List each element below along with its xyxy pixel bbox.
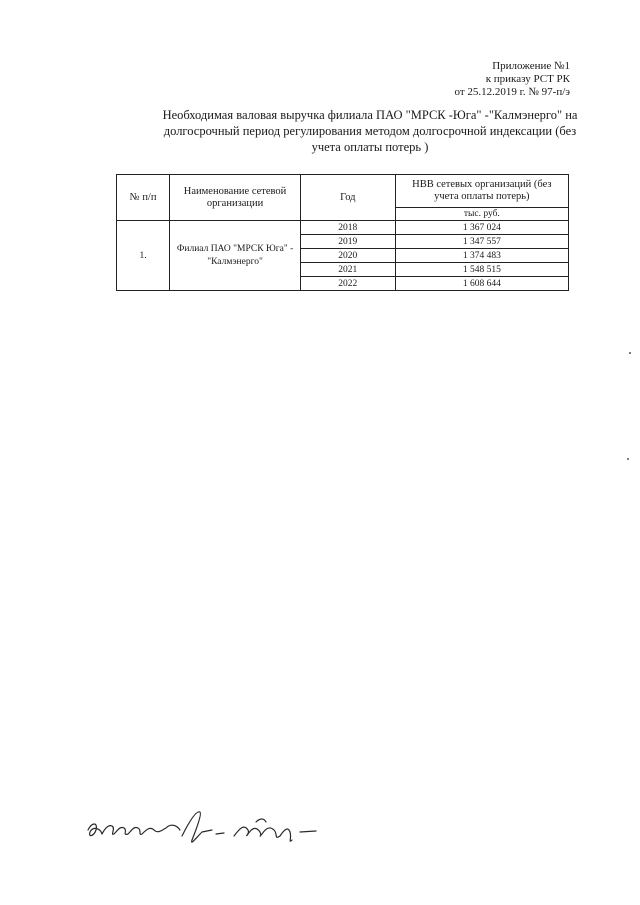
- handwritten-signatures: [84, 800, 344, 860]
- signature-dash-2: [300, 831, 316, 832]
- title-line-1: Необходимая валовая выручка филиала ПАО "МРСК -Юга" -"Калмэнерго" на: [162, 108, 578, 122]
- value-cell: 1 374 483: [395, 249, 568, 263]
- appendix-reference: [454, 60, 570, 99]
- appendix-line-3: от 25.12.2019 г. № 97-п/э: [454, 86, 570, 98]
- signature-stroke-2: [182, 812, 212, 842]
- year-cell: 2019: [300, 235, 395, 249]
- value-cell: 1 548 515: [395, 263, 568, 277]
- value-cell: 1 367 024: [395, 221, 568, 235]
- header-nvv: НВВ сетевых организаций (без учета оплаты потерь): [395, 175, 568, 208]
- signature-dash-1: [216, 833, 224, 834]
- signature-stroke-4: [256, 819, 266, 822]
- appendix-line-2: к приказу РСТ РК: [485, 73, 570, 85]
- table-header-row: [117, 175, 569, 208]
- table-row: [117, 221, 569, 235]
- signature-stroke-1: [88, 824, 180, 836]
- title-line-2: долгосрочный период регулирования методом долгосрочной индексации (без: [163, 124, 577, 138]
- scan-speck: [629, 352, 631, 354]
- year-cell: 2018: [300, 221, 395, 235]
- year-cell: 2022: [300, 277, 395, 291]
- row-num: 1.: [117, 221, 170, 291]
- header-num: № п/п: [117, 175, 170, 221]
- appendix-line-1: Приложение №1: [492, 60, 570, 72]
- scan-speck: [627, 458, 629, 460]
- signature-stroke-3: [234, 827, 292, 841]
- year-cell: 2021: [300, 263, 395, 277]
- document-title: [150, 107, 590, 155]
- value-cell: 1 608 644: [395, 277, 568, 291]
- year-cell: 2020: [300, 249, 395, 263]
- title-line-3: учета оплаты потерь ): [311, 140, 429, 154]
- row-branch-name: Филиал ПАО "МРСК Юга" - "Калмэнерго": [170, 221, 301, 291]
- header-unit: тыс. руб.: [395, 208, 568, 221]
- nvv-table: [116, 174, 569, 291]
- value-cell: 1 347 557: [395, 235, 568, 249]
- header-year: Год: [300, 175, 395, 221]
- header-name: Наименование сетевой организации: [170, 175, 301, 221]
